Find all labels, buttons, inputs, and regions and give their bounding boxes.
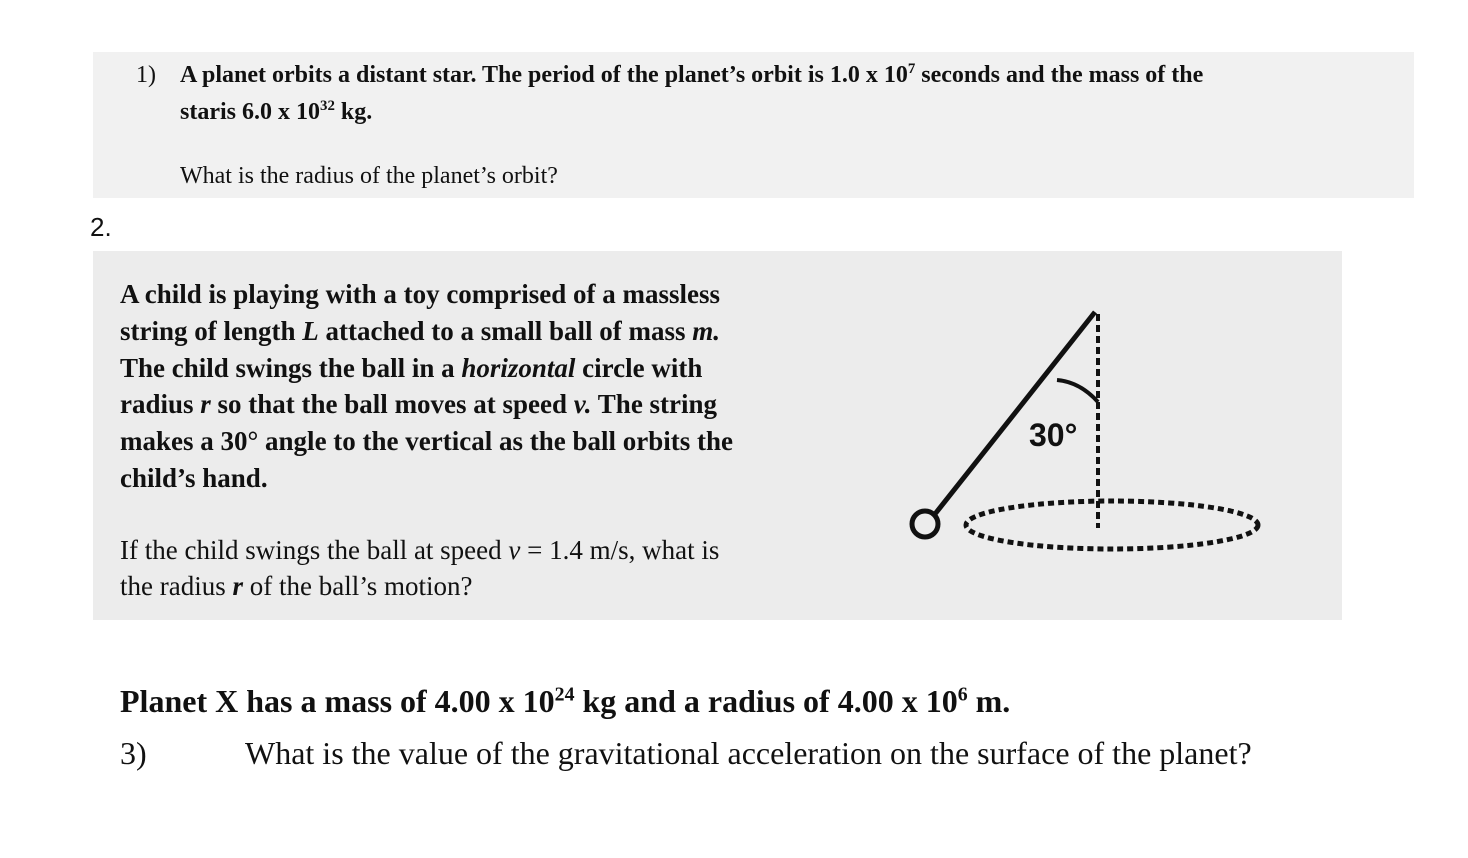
statement-line: child’s hand. [120,462,268,493]
problem-3-question: What is the value of the gravitational acceleration on the surface of the planet? [245,735,1252,771]
conical-pendulum-diagram [895,300,1275,580]
statement-line: string of length L attached to a small ball of mass m. [120,315,721,346]
statement-line: makes a 30° angle to the vertical as the ball orbits the [120,426,733,457]
problem-3-given: Planet X has a mass of 4.00 x $10^{24}$ kg and a radius of 4.00 x $10^6$ m. [120,683,1011,719]
problem-1-statement-line-2: staris 6.0 x $10^{32}$ kg. [180,98,373,125]
problem-2-number: 2. [90,212,112,242]
problem-2-statement [120,276,840,497]
statement-line: radius r so that the ball moves at speed v. The string [120,389,718,420]
problem-1-number: 1) [136,62,156,88]
problem-3-number: 3) [120,735,147,771]
statement-line: A child is playing with a toy comprised of a massless [120,279,721,309]
angle-arc [1057,380,1098,402]
angle-label: 30° [1029,417,1078,453]
problem-2-question [120,532,840,604]
string [935,312,1095,514]
problem-1-statement-line-1: A planet orbits a distant star. The period of the planet’s orbit is 1.0 x $10^7$ seconds and the mass of the [180,61,1204,88]
circular-path [966,501,1258,549]
question-line: If the child swings the ball at speed v = 1.4 m/s, what is [120,535,720,565]
question-line: the radius r of the ball’s motion? [120,571,473,601]
problem-1-question: What is the radius of the planet’s orbit? [180,163,558,189]
ball [912,511,938,537]
statement-line: The child swings the ball in a horizontal circle with [120,352,703,383]
